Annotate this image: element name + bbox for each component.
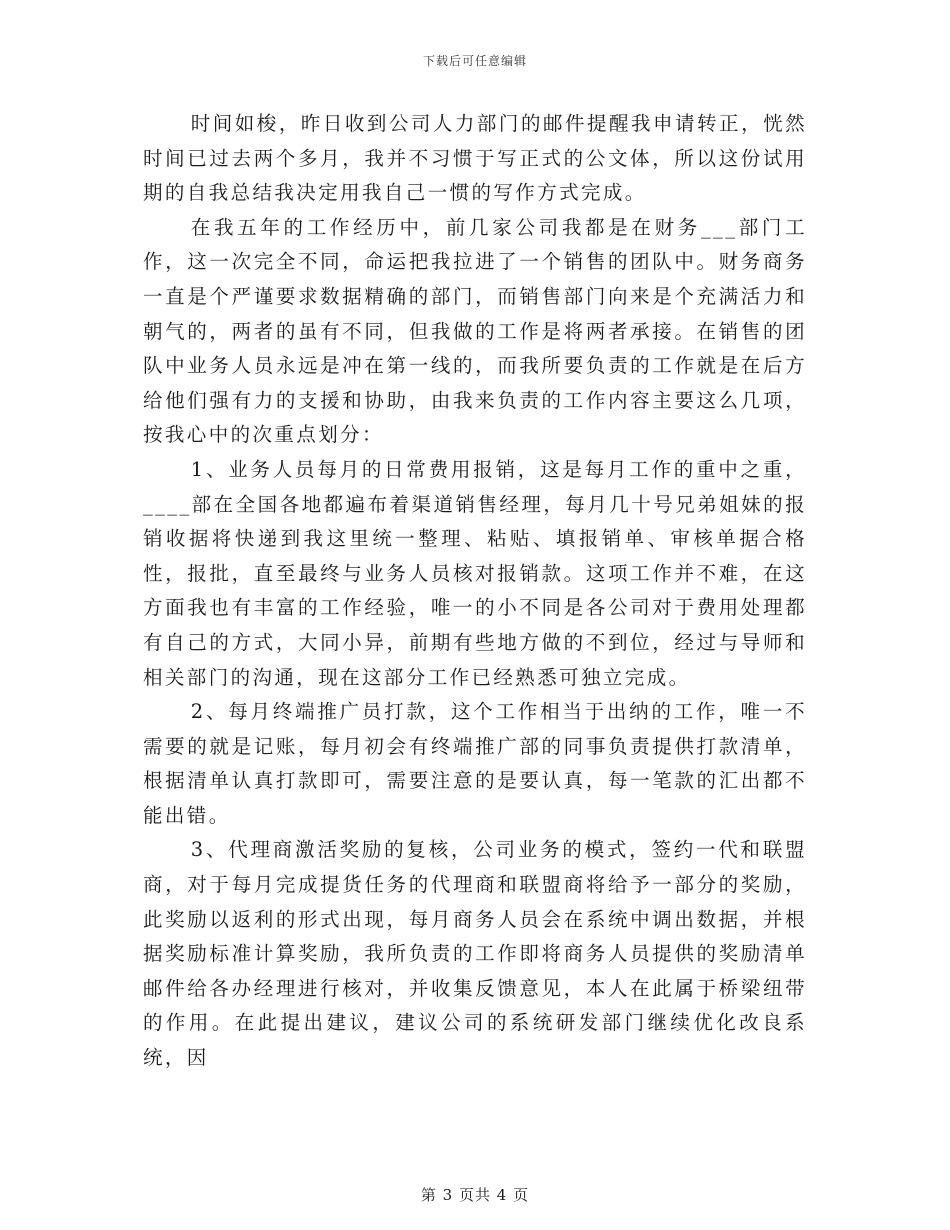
paragraph-intro: 时间如梭，昨日收到公司人力部门的邮件提醒我申请转正，恍然时间已过去两个多月，我并不习惯于写正式的公文体，所以这份试用期的自我总结我决定用我自己一惯的写作方式完成。 — [143, 112, 807, 205]
paragraph-item-1: 1、业务人员每月的日常费用报销，这是每月工作的重中之重，____部在全国各地都遍布着渠道销售经理，每月几十号兄弟姐妹的报销收据将快递到我这里统一整理、粘贴、填报销单、审核单据合格性，报批，直至最终与业务人员核对报销款。这项工作并不难，在这方面我也有丰富的工作经验，唯一的小不同是各公司对于费用处理都有自己的方式，大同小异，前期有些地方做的不到位，经过与导师和相关部门的沟通，现在这部分工作已经熟悉可独立完成。 — [143, 457, 807, 689]
page-number: 第 3 页共 4 页 — [420, 1186, 530, 1204]
paragraph-background: 在我五年的工作经历中，前几家公司我都是在财务___部门工作，这一次完全不同，命运把我拉进了一个销售的团队中。财务商务一直是个严谨要求数据精确的部门，而销售部门向来是个充满活力和朝气的，两者的虽有不同，但我做的工作是将两者承接。在销售的团队中业务人员永远是冲在第一线的，而我所要负责的工作就是在后方给他们强有力的支援和协助，由我来负责的工作内容主要这么几项，按我心中的次重点划分： — [143, 215, 807, 447]
page-header: 下载后可任意编辑 — [422, 54, 527, 68]
paragraph-item-2: 2、每月终端推广员打款，这个工作相当于出纳的工作，唯一不需要的就是记账，每月初会有终端推广部的同事负责提供打款清单，根据清单认真打款即可，需要注意的是要认真，每一笔款的汇出都不能出错。 — [143, 700, 807, 827]
document-body — [143, 107, 807, 1076]
paragraph-item-3: 3、代理商激活奖励的复核，公司业务的模式，签约一代和联盟商，对于每月完成提货任务的代理商和联盟商将给予一部分的奖励，此奖励以返利的形式出现，每月商务人员会在系统中调出数据，并根据奖励标准计算奖励，我所负责的工作即将商务人员提供的奖励清单邮件给各办经理进行核对，并收集反馈意见，本人在此属于桥梁纽带的作用。在此提出建议，建议公司的系统研发部门继续优化改良系统，因 — [143, 838, 807, 1070]
